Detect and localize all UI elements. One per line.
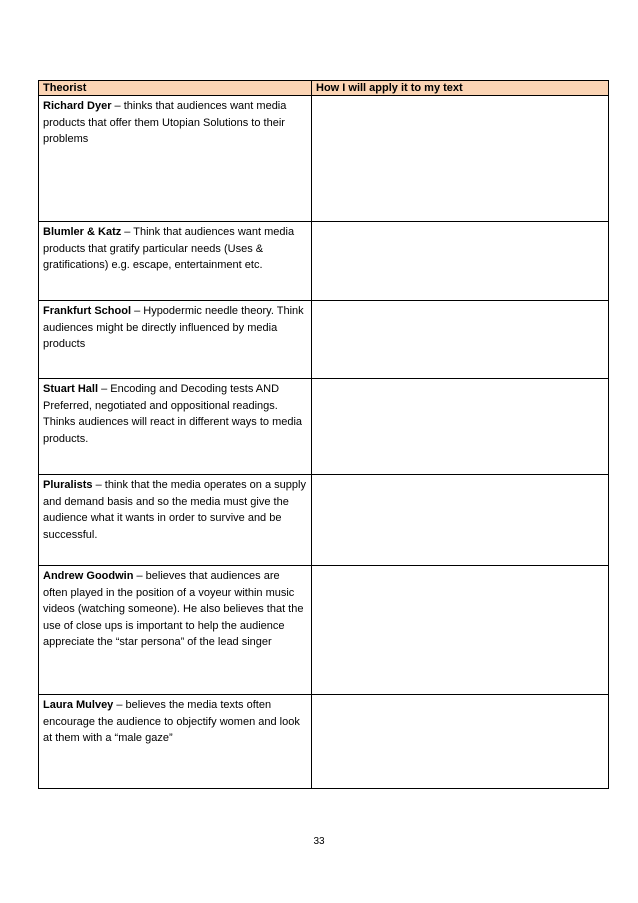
theorist-description: – thinks that audiences want media products that offer them Utopian Solutions to their problems	[43, 100, 287, 145]
apply-cell[interactable]	[312, 301, 609, 379]
table-row	[39, 379, 609, 475]
apply-cell[interactable]	[312, 566, 609, 695]
table-row	[39, 566, 609, 695]
theorist-cell	[39, 301, 312, 379]
theorist-cell	[39, 566, 312, 695]
theorist-cell	[39, 475, 312, 566]
theorist-description: – believes that audiences are often played in the position of a voyeur within music videos (watching someone). He also believes that the use of close ups is important to help the audience appreciate the “star persona” of the lead singer	[43, 570, 304, 648]
theorist-name: Stuart Hall	[43, 383, 99, 395]
theorist-cell	[39, 222, 312, 301]
theorist-description: – Think that audiences want media products that gratify particular needs (Uses & gratifications) e.g. escape, entertainment etc.	[43, 226, 295, 271]
apply-cell[interactable]	[312, 96, 609, 222]
table-row	[39, 222, 609, 301]
theorist-description: – Encoding and Decoding tests AND Preferred, negotiated and oppositional readings. Thinks audiences will react in different ways to media products.	[43, 383, 303, 445]
header-theorist: Theorist	[39, 81, 312, 96]
theorist-name: Frankfurt School	[43, 305, 132, 317]
apply-cell[interactable]	[312, 475, 609, 566]
table-row	[39, 301, 609, 379]
theorist-description: – Hypodermic needle theory. Think audiences might be directly influenced by media products	[43, 305, 304, 350]
theorist-cell	[39, 695, 312, 789]
apply-cell[interactable]	[312, 222, 609, 301]
theorist-name: Richard Dyer	[43, 100, 112, 112]
theorist-description: – think that the media operates on a supply and demand basis and so the media must give the audience what it wants in order to survive and be successful.	[43, 479, 306, 541]
theorist-name: Andrew Goodwin	[43, 570, 134, 582]
apply-cell[interactable]	[312, 379, 609, 475]
header-apply: How I will apply it to my text	[312, 81, 609, 96]
theorist-table	[38, 80, 609, 789]
theorist-cell	[39, 379, 312, 475]
theorist-cell	[39, 96, 312, 222]
theorist-name: Blumler & Katz	[43, 226, 122, 238]
page-number: 33	[313, 836, 325, 847]
table-row	[39, 475, 609, 566]
theorist-name: Laura Mulvey	[43, 699, 114, 711]
table-header-row	[39, 81, 609, 96]
table-row	[39, 96, 609, 222]
theorist-name: Pluralists	[43, 479, 93, 491]
table-row	[39, 695, 609, 789]
apply-cell[interactable]	[312, 695, 609, 789]
theorist-description: – believes the media texts often encourage the audience to objectify women and look at them with a “male gaze”	[43, 699, 300, 744]
